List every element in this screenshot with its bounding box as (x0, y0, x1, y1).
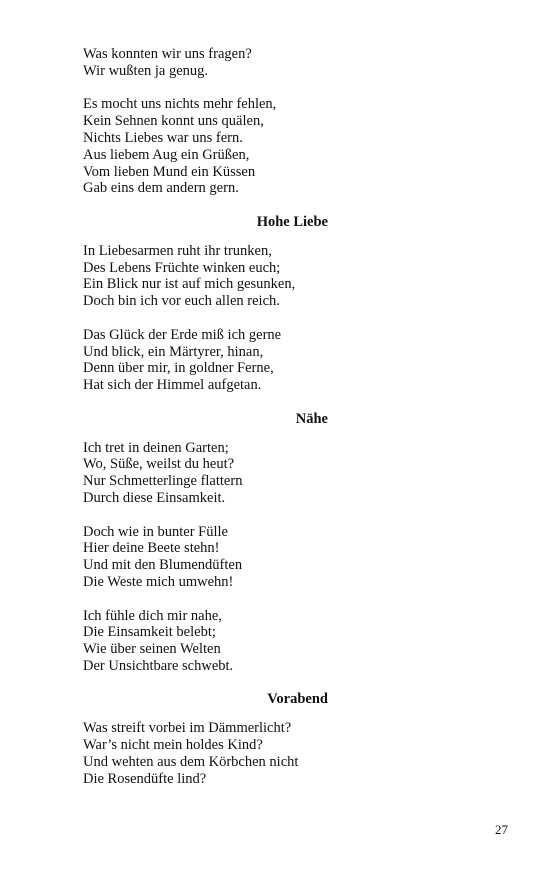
verse-line: Kein Sehnen konnt uns quälen, (83, 113, 264, 130)
verse-line: Denn über mir, in goldner Ferne, (83, 360, 274, 377)
stanza (83, 96, 483, 197)
stanza (83, 524, 483, 591)
verse-line: Ein Blick nur ist auf mich gesunken, (83, 276, 296, 293)
verse-line: Gab eins dem andern gern. (83, 180, 239, 197)
verse-line: Was konnten wir uns fragen? (83, 46, 252, 62)
page-number: 27 (495, 822, 508, 837)
verse-line: Wo, Süße, weilst du heut? (83, 456, 235, 473)
stanza (83, 243, 483, 310)
verse-line: Das Glück der Erde miß ich gerne (83, 326, 282, 343)
verse-line: In Liebesarmen ruht ihr trunken, (83, 242, 272, 259)
verse-line: Wie über seinen Welten (83, 641, 221, 658)
verse-line: Aus liebem Aug ein Grüßen, (83, 146, 250, 163)
verse-line: Die Weste mich umwehn! (83, 573, 234, 590)
verse-line: Und mit den Blumendüften (83, 557, 243, 574)
stanza (83, 440, 483, 507)
stanza (83, 327, 483, 394)
verse-line: Der Unsichtbare schwebt. (83, 657, 234, 674)
verse-line: Hier deine Beete stehn! (83, 540, 220, 557)
verse-line: Wir wußten ja genug. (83, 62, 209, 79)
poem-title: Hohe Liebe (256, 213, 328, 230)
verse-line: Hat sich der Himmel aufgetan. (83, 377, 262, 394)
verse-line: Nichts Liebes war uns fern. (83, 129, 243, 146)
verse-line: Doch bin ich vor euch allen reich. (83, 293, 280, 310)
stanza (83, 46, 483, 80)
verse-line: Durch diese Einsamkeit. (83, 489, 226, 506)
verse-line: Es mocht uns nichts mehr fehlen, (83, 96, 277, 113)
poem-title: Vorabend (267, 691, 328, 708)
poem-title: Nähe (295, 410, 328, 427)
verse-line: Die Einsamkeit belebt; (83, 624, 216, 641)
verse-line: Ich fühle dich mir nahe, (83, 607, 222, 624)
verse-line: Des Lebens Früchte winken euch; (83, 259, 281, 276)
verse-line: War’s nicht mein holdes Kind? (83, 737, 263, 754)
verse-line: Die Rosendüfte lind? (83, 770, 207, 787)
stanza (83, 720, 483, 787)
verse-line: Doch wie in bunter Fülle (83, 523, 228, 540)
verse-line: Ich tret in deinen Garten; (83, 439, 229, 456)
stanza (83, 608, 483, 675)
page-text (83, 46, 483, 804)
verse-line: Und blick, ein Märtyrer, hinan, (83, 343, 264, 360)
verse-line: Vom lieben Mund ein Küssen (83, 163, 256, 180)
verse-line: Und wehten aus dem Körbchen nicht (83, 753, 299, 770)
verse-line: Nur Schmetterlinge flattern (83, 473, 243, 490)
verse-line: Was streift vorbei im Dämmerlicht? (83, 720, 292, 737)
